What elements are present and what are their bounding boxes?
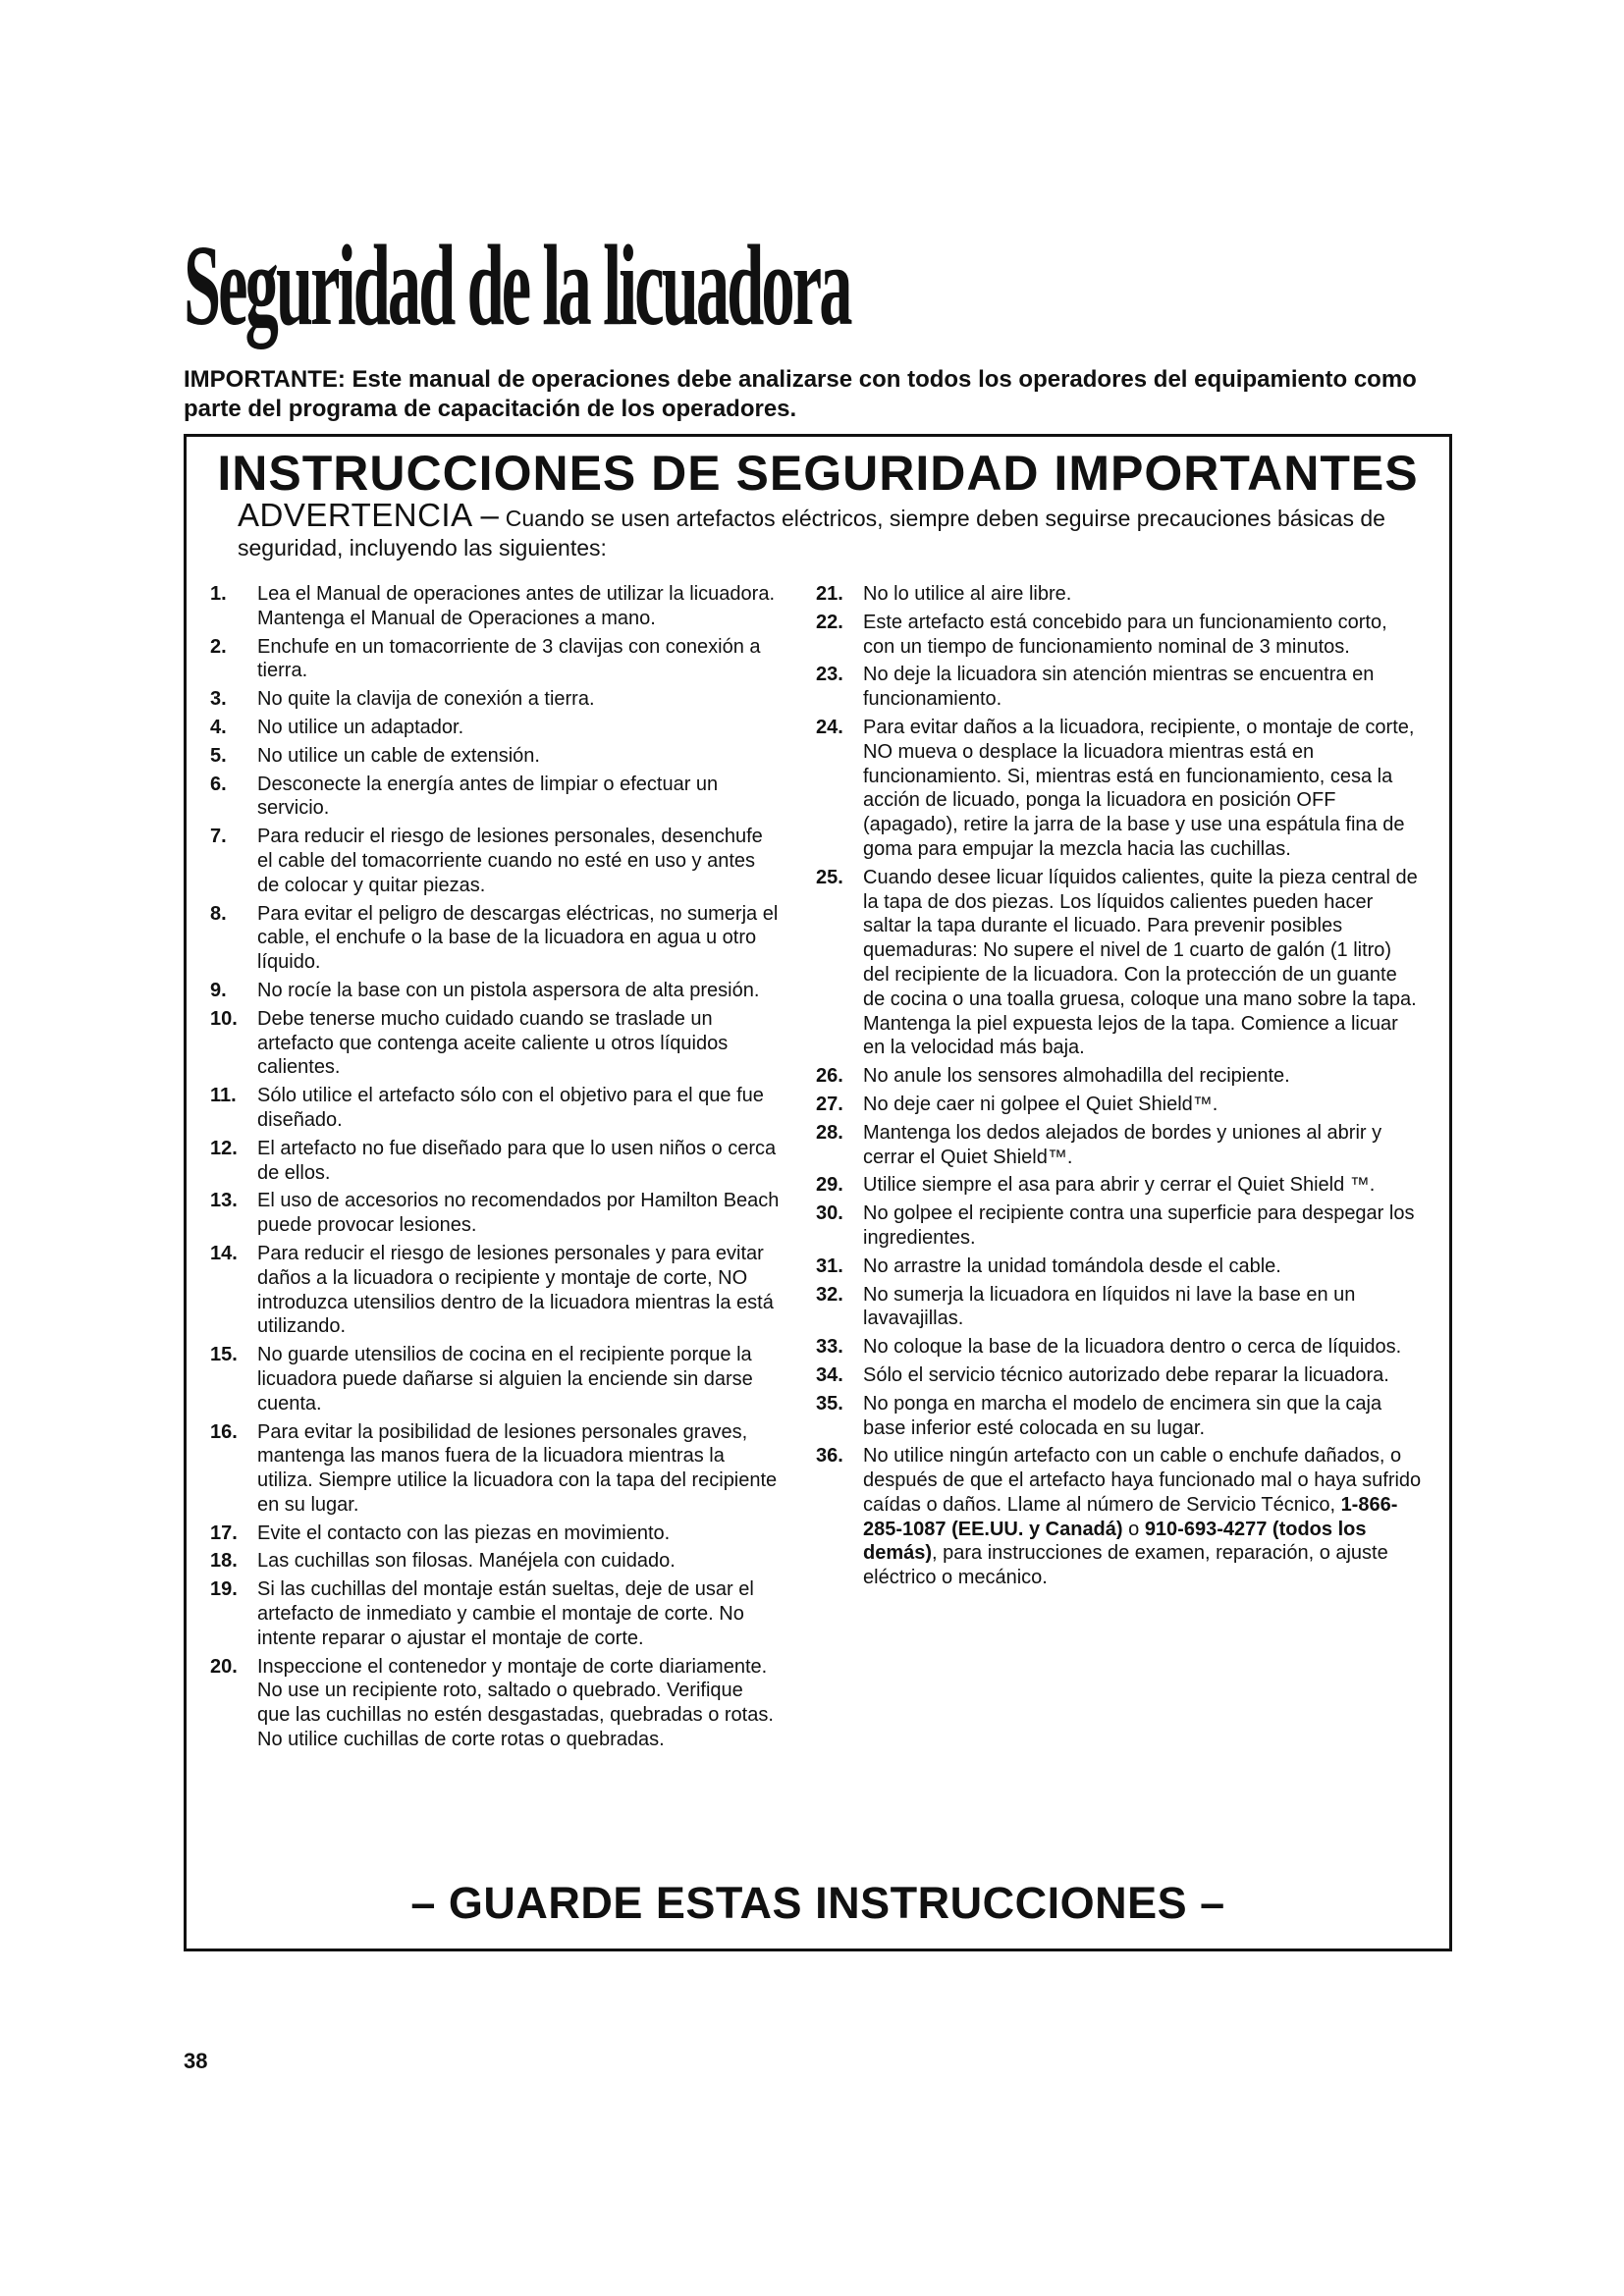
instruction-text: , para instrucciones de examen, reparación, o ajuste eléctrico o mecánico. [863,1542,1388,1589]
instruction-number: 26. [816,1065,843,1088]
instruction-number: 15. [210,1344,238,1366]
instruction-item [816,1444,1423,1590]
instruction-item [816,1121,1423,1170]
warning-text: Cuando se usen artefactos eléctricos, siempre deben seguirse precauciones básicas de seguridad, incluyendo las siguientes: [238,506,1385,561]
instruction-item [816,611,1423,660]
instruction-number: 2. [210,635,227,658]
instruction-text: Para evitar el peligro de descargas eléctricas, no sumerja el cable, el enchufe o la base de la licuadora en agua u otro líquido. [257,902,779,974]
instruction-item [210,1549,780,1574]
instruction-text: Para evitar daños a la licuadora, recipiente, o montaje de corte, NO mueva o desplace la licuadora mientras está en funcionamiento. Si, mientras está en funcionamiento, cesa la acción de licuado, ponga la licuadora en posición OFF (apagado), retire la jarra de la base y use una espátula fina de goma para empujar la mezcla hacia las cuchillas. [863,716,1415,860]
instruction-item [210,825,780,897]
instruction-number: 1. [210,583,227,605]
warning-paragraph [238,497,1416,562]
instruction-number: 12. [210,1137,238,1159]
instruction-item [210,1655,780,1752]
instruction-item [210,902,780,975]
instruction-item [210,1007,780,1080]
instruction-number: 32. [816,1283,843,1306]
safety-instructions-box [184,434,1452,1951]
instruction-number: 18. [210,1550,238,1573]
instruction-text: No utilice un adaptador. [257,716,464,738]
instruction-number: 35. [816,1392,843,1415]
instruction-text: Para reducir el riesgo de lesiones personales, desenchufe el cable del tomacorriente cuando no esté en uso y antes de colocar y quitar piezas. [257,826,763,896]
instruction-item [816,1064,1423,1089]
instruction-text: No golpee el recipiente contra una superficie para despegar los ingredientes. [863,1202,1415,1249]
instruction-item [210,1577,780,1650]
instruction-item [210,744,780,769]
instruction-text: Para evitar la posibilidad de lesiones personales graves, mantenga las manos fuera de la licuadora mientras la utiliza. Siempre utilice la licuadora con la tapa del recipiente en su lugar. [257,1420,778,1516]
box-heading: INSTRUCCIONES DE SEGURIDAD IMPORTANTES [217,446,1419,501]
instruction-number: 21. [816,583,843,605]
instructions-right-column [816,582,1423,1594]
instruction-item [210,635,780,684]
instruction-text: o [1122,1518,1145,1540]
instruction-text: Evite el contacto con las piezas en movimiento. [257,1522,671,1544]
instruction-item [816,716,1423,862]
instruction-text: Este artefacto está concebido para un funcionamiento corto, con un tiempo de funcionamiento nominal de 3 minutos. [863,611,1387,658]
instruction-text: No ponga en marcha el modelo de encimera sin que la caja base inferior esté colocada en su lugar. [863,1392,1382,1439]
instruction-text: No utilice un cable de extensión. [257,744,540,767]
instruction-number: 34. [816,1363,843,1386]
instruction-text: Debe tenerse mucho cuidado cuando se traslade un artefacto que contenga aceite caliente u otros líquidos calientes. [257,1007,729,1079]
instruction-text: Sólo utilice el artefacto sólo con el objetivo para el que fue diseñado. [257,1085,764,1131]
instruction-number: 36. [816,1445,843,1468]
instruction-text: No quite la clavija de conexión a tierra. [257,688,595,711]
instruction-item [210,1189,780,1238]
instruction-item [816,663,1423,712]
instruction-item [816,582,1423,607]
instruction-item [816,1392,1423,1441]
instruction-text: Lea el Manual de operaciones antes de utilizar la licuadora. Mantenga el Manual de Operaciones a mano. [257,583,776,629]
instruction-item [816,1255,1423,1279]
instruction-item [816,1201,1423,1251]
instruction-number: 4. [210,716,227,738]
instruction-number: 9. [210,979,227,1001]
warning-label: ADVERTENCIA – [238,497,500,533]
instruction-text: El artefacto no fue diseñado para que lo usen niños o cerca de ellos. [257,1137,777,1184]
instruction-item [210,1420,780,1518]
instruction-number: 3. [210,688,227,711]
instruction-item [210,716,780,740]
service-phone-other: 910-693-4277 (todos los demás) [863,1518,1367,1565]
service-phone-us: 1-866-285-1087 (EE.UU. y Canadá) [863,1493,1398,1540]
instruction-text: Las cuchillas son filosas. Manéjela con cuidado. [257,1550,676,1573]
instruction-item [210,1137,780,1186]
instruction-item [816,1335,1423,1360]
instruction-text: Si las cuchillas del montaje están sueltas, deje de usar el artefacto de inmediato y cambie el montaje de corte. No intente reparar o ajustar el montaje de corte. [257,1578,754,1649]
instruction-text: Desconecte la energía antes de limpiar o efectuar un servicio. [257,773,719,820]
instruction-text: No sumerja la licuadora en líquidos ni lave la base en un lavavajillas. [863,1283,1356,1330]
instruction-number: 5. [210,744,227,767]
instruction-number: 23. [816,664,843,686]
instruction-text: Inspeccione el contenedor y montaje de corte diariamente. No use un recipiente roto, saltado o quebrado. Verifique que las cuchillas no estén desgastadas, quebradas o rotas. No utilice cuchillas de corte rotas o quebradas. [257,1655,774,1751]
instruction-item [210,582,780,631]
instruction-text: Cuando desee licuar líquidos calientes, quite la pieza central de la tapa de dos piezas. Los líquidos calientes pueden hacer saltar la tapa durante el licuado. Para prevenir posibles quemaduras: No supere el nivel de 1 cuarto de galón (1 litro) del recipiente de la licuadora. Con la protección de un guante de cocina o una toalla gruesa, coloque una mano sobre la tapa. Mantenga la piel expuesta lejos de la tapa. Comience a licuar en la velocidad más baja. [863,866,1418,1059]
instruction-number: 27. [816,1093,843,1115]
page-title: Seguridad de la licuadora [184,221,850,349]
box-footer: – GUARDE ESTAS INSTRUCCIONES – [410,1878,1225,1928]
instruction-item [816,866,1423,1060]
instruction-number: 25. [816,866,843,888]
instruction-text: Utilice siempre el asa para abrir y cerrar el Quiet Shield ™. [863,1174,1376,1197]
instruction-text: El uso de accesorios no recomendados por Hamilton Beach puede provocar lesiones. [257,1190,780,1237]
instruction-text: Para reducir el riesgo de lesiones personales y para evitar daños a la licuadora o recipiente y montaje de corte, NO introduzca utensilios dentro de la licuadora mientras la está utilizando. [257,1242,774,1338]
instruction-text: Sólo el servicio técnico autorizado debe reparar la licuadora. [863,1363,1389,1386]
instruction-text: Enchufe en un tomacorriente de 3 clavijas con conexión a tierra. [257,635,761,682]
instruction-number: 16. [210,1420,238,1443]
instruction-number: 30. [816,1202,843,1225]
instruction-text: No anule los sensores almohadilla del recipiente. [863,1065,1290,1088]
instruction-item [210,1522,780,1546]
instruction-text: No deje la licuadora sin atención mientras se encuentra en funcionamiento. [863,664,1375,711]
instruction-number: 17. [210,1522,238,1544]
instruction-text: No deje caer ni golpee el Quiet Shield™. [863,1093,1218,1115]
instruction-number: 7. [210,826,227,848]
instruction-number: 20. [210,1655,238,1678]
instruction-number: 11. [210,1085,237,1107]
instruction-text: No lo utilice al aire libre. [863,583,1072,605]
instruction-text: No utilice ningún artefacto con un cable o enchufe dañados, o después de que el artefacto haya funcionado mal o haya sufrido caídas o daños. Llame al número de Servicio Técnico, [863,1445,1422,1516]
instruction-text: No rocíe la base con un pistola aspersora de alta presión. [257,979,760,1001]
instruction-number: 24. [816,716,843,738]
instruction-text: No arrastre la unidad tomándola desde el cable. [863,1255,1281,1277]
instruction-item [210,773,780,822]
instruction-text: No coloque la base de la licuadora dentro o cerca de líquidos. [863,1336,1402,1359]
instruction-text: Mantenga los dedos alejados de bordes y uniones al abrir y cerrar el Quiet Shield™. [863,1121,1382,1168]
instructions-left-column [210,582,780,1756]
instruction-number: 13. [210,1190,238,1212]
intro-paragraph: IMPORTANTE: Este manual de operaciones debe analizarse con todos los operadores del equipamiento como parte del programa de capacitación de los operadores. [184,366,1417,422]
page-number: 38 [184,2049,208,2073]
instruction-text: No guarde utensilios de cocina en el recipiente porque la licuadora puede dañarse si alguien la enciende sin darse cuenta. [257,1344,753,1415]
instruction-number: 6. [210,773,227,795]
instruction-number: 33. [816,1336,843,1359]
instruction-item [210,979,780,1003]
instruction-number: 14. [210,1242,238,1264]
instruction-item [210,1343,780,1415]
instruction-number: 22. [816,611,843,633]
instruction-item [816,1173,1423,1198]
instruction-item [210,1084,780,1133]
instruction-item [816,1283,1423,1332]
instruction-item [816,1363,1423,1388]
instruction-item [210,1242,780,1339]
instruction-number: 29. [816,1174,843,1197]
instruction-number: 10. [210,1007,238,1030]
instruction-number: 28. [816,1121,843,1144]
instruction-number: 31. [816,1255,843,1277]
instruction-number: 19. [210,1578,238,1601]
instruction-number: 8. [210,902,227,925]
instruction-item [816,1093,1423,1117]
instruction-item [210,687,780,712]
